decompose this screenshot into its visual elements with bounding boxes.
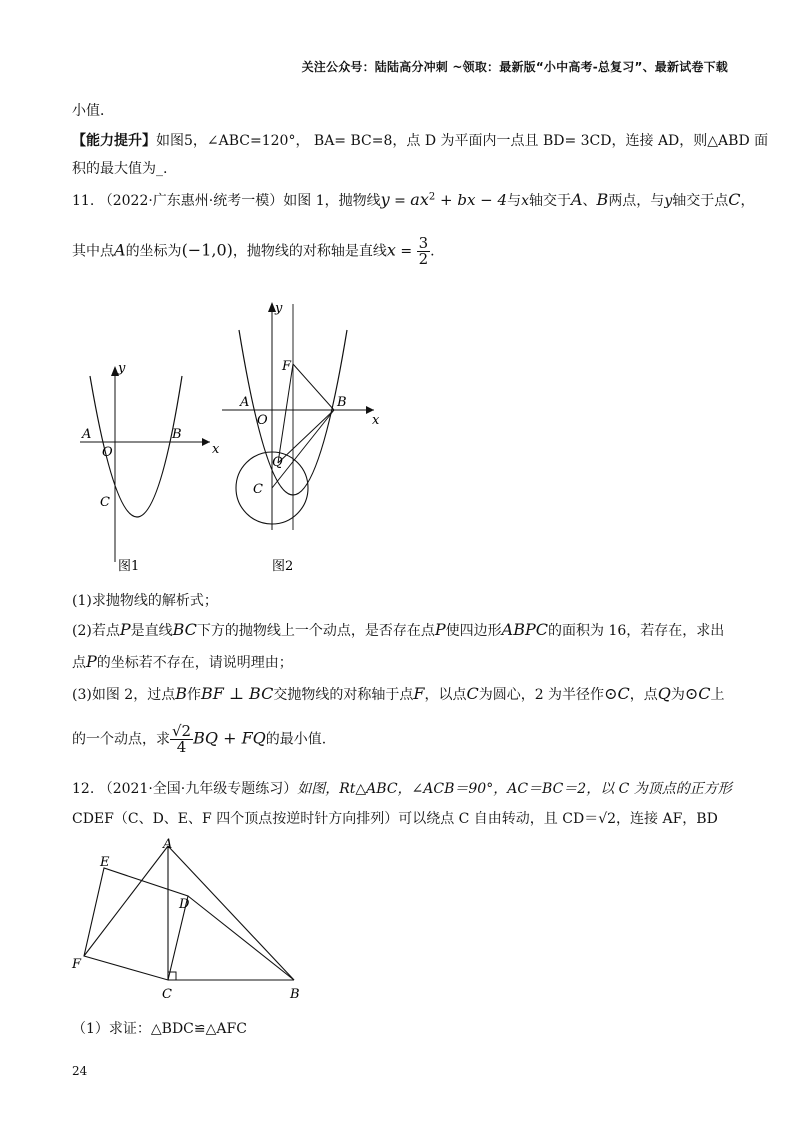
fig3-label-F: F: [72, 957, 82, 972]
fig2-label-F: F: [282, 359, 292, 374]
fig3-line-AB: [168, 846, 294, 980]
fig2-caption: 图2: [272, 559, 294, 574]
ability-tag: 【能力提升】: [72, 133, 156, 149]
figure-2: [222, 301, 380, 574]
ability-text-2: 积的最大值为_.: [72, 161, 168, 177]
fig1-label-B: B: [172, 427, 182, 442]
fraction-sqrt2-4: $\frac{√2}{4}$: [172, 722, 192, 756]
fig2-label-x: x: [372, 413, 380, 428]
fig1-label-y: y: [118, 361, 126, 376]
page-number: 24: [72, 1064, 88, 1078]
fig1-label-C: C: [100, 495, 110, 510]
fig3-line-BD: [188, 896, 294, 980]
fig3-label-C: C: [162, 987, 172, 1002]
fig3-label-A: A: [163, 838, 173, 852]
q12-line-2: CDEF（C、D、E、F 四个顶点按逆时针方向排列）可以绕点 C 自由转动，且 CD＝√2，连接 AF，BD: [72, 811, 718, 827]
prev-line: 小值．: [72, 103, 114, 119]
q12-figure: [66, 838, 316, 1008]
q11-part2-line2: 点P的坐标若不存在，请说明理由；: [72, 652, 293, 671]
q11-line-1: 11. （2022·广东惠州·统考一模）如图 1，抛物线$y = ax^2$ + bx − 4与x轴交于A、B两点，与y轴交于点C，: [72, 190, 755, 209]
fig2-label-y: y: [275, 301, 283, 316]
q11-part1: (1)求抛物线的解析式；: [72, 593, 218, 609]
q11-line-2: 其中点A的坐标为(−1,0)，抛物线的对称轴是直线x = $\frac{3}{2}$ .: [72, 234, 435, 268]
fig2-label-C: C: [253, 482, 263, 497]
q12-part1: （1）求证：△BDC≌△AFC: [72, 1021, 247, 1037]
fig2-line-FQ: [278, 364, 293, 463]
q12-line-1: 12. （2021·全国·九年级专题练习）如图，Rt△ABC，∠ACB＝90°，AC＝BC＝2，以 C 为顶点的正方形: [72, 781, 732, 797]
fig2-label-O: O: [257, 413, 268, 428]
fig3-label-E: E: [100, 855, 110, 870]
ability-text-1: 【能力提升】如图5，∠ABC=120°， BA= BC=8，点 D 为平面内一点且 BD= 3CD，连接 AD，则△ABD 面: [72, 133, 769, 149]
fig1-x-arrow: [202, 438, 210, 446]
q11-part2-line1: (2)若点P是直线BC下方的抛物线上一个动点，是否存在点P使四边形ABPC的面积为 16，若存在，求出: [72, 620, 725, 639]
fig1-label-x: x: [212, 442, 220, 457]
fig2-line-FB: [293, 364, 334, 410]
fig2-label-Q: Q: [272, 455, 283, 470]
fig2-label-A: A: [240, 395, 250, 410]
q11-part3-line1: (3)如图 2，过点B作BF ⊥ BC交抛物线的对称轴于点F，以点C为圆心，2 为半径作⊙C，点Q为⊙C上: [72, 684, 725, 703]
figure-1: [80, 361, 220, 574]
q11-part3-line2: 的一个动点，求 $\frac{√2}{4}$ BQ + FQ的最小值.: [72, 722, 327, 756]
fig2-label-B: B: [337, 395, 347, 410]
fig1-label-A: A: [82, 427, 92, 442]
fig1-caption: 图1: [118, 559, 140, 574]
page-header: 关注公众号：陆陆高分冲刺 ~领取：最新版“小中高考-总复习”、最新试卷下载: [301, 60, 728, 74]
fig3-square-CDEF: [84, 868, 188, 980]
fig1-label-O: O: [102, 445, 113, 460]
fig2-line-BC: [272, 410, 334, 488]
fig3-label-B: B: [290, 987, 300, 1002]
fig3-label-D: D: [179, 897, 190, 912]
fraction-3-2: $\frac{3}{2}$: [418, 234, 429, 268]
q11-figures: [72, 290, 402, 580]
